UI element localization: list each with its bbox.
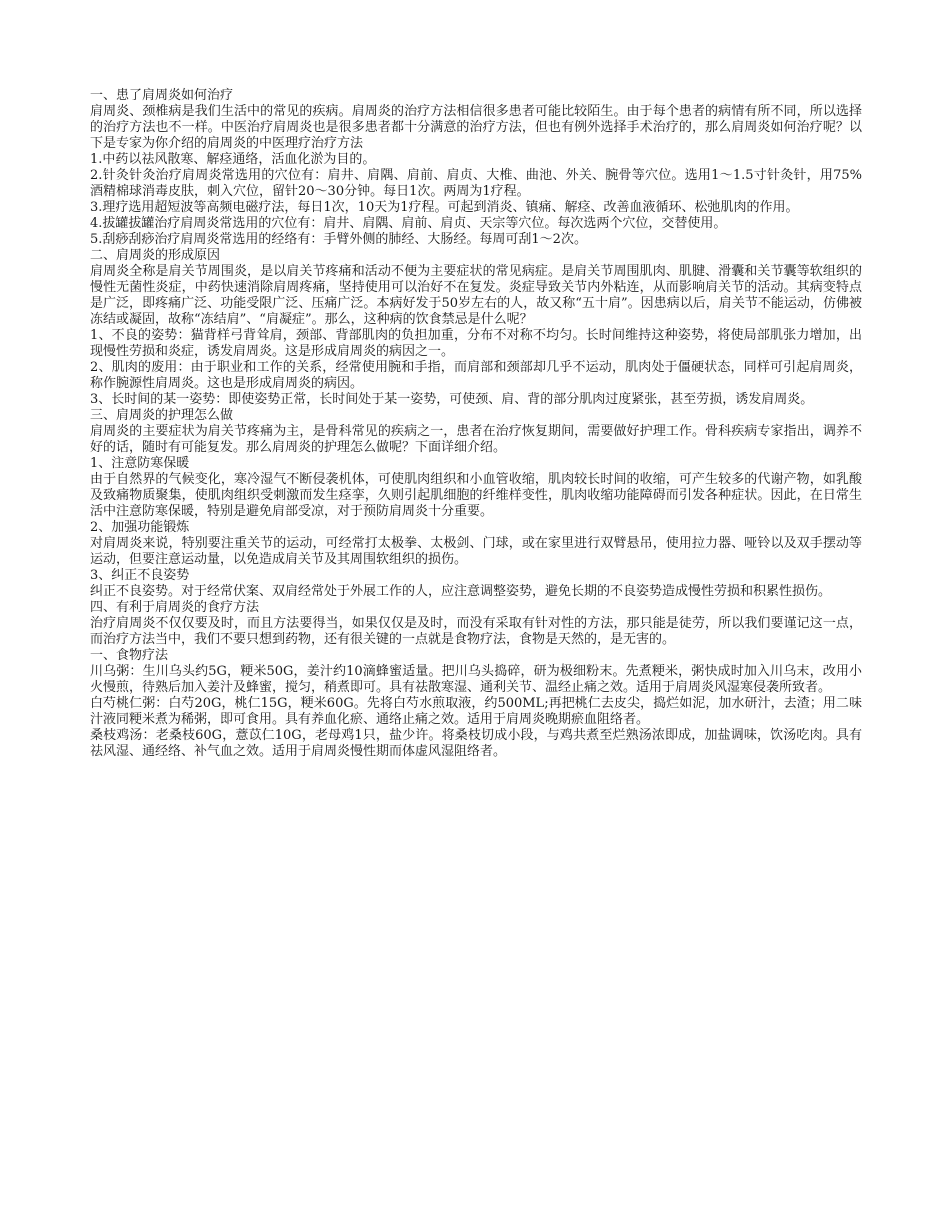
subheading: 3、纠正不良姿势 bbox=[90, 568, 190, 583]
subheading: 一、食物疗法 bbox=[90, 648, 169, 663]
list-item: 1、不良的姿势：猫背样弓背耸肩，颈部、背部肌肉的负担加重，分布不对称不均匀。长时间维持这种姿势，将使局部肌张力增加，出现慢性劳损和炎症，诱发肩周炎。这是形成肩周炎的病因之一。 bbox=[90, 328, 862, 359]
document-body bbox=[90, 88, 862, 760]
section-heading: 三、肩周炎的护理怎么做 bbox=[90, 408, 234, 423]
list-item: 3.理疗选用超短波等高频电磁疗法，每日1次，10天为1疗程。可起到消炎、镇痛、解痉、改善血液循环、松弛肌肉的作用。 bbox=[90, 200, 799, 215]
subheading: 2、加强功能锻炼 bbox=[90, 520, 190, 535]
paragraph: 对肩周炎来说，特别要注重关节的运动，可经常打太极拳、太极剑、门球，或在家里进行双臂悬吊，使用拉力器、哑铃以及双手摆动等运动，但要注意运动量，以免造成肩关节及其周围软组织的损伤。 bbox=[90, 536, 862, 567]
list-item: 3、长时间的某一姿势：即使姿势正常，长时间处于某一姿势，可使颈、肩、背的部分肌肉过度紧张，甚至劳损，诱发肩周炎。 bbox=[90, 392, 814, 407]
list-item: 2、肌肉的废用：由于职业和工作的关系，经常使用腕和手指，而肩部和颈部却几乎不运动，肌肉处于僵硬状态，同样可引起肩周炎，称作腕源性肩周炎。这也是形成肩周炎的病因。 bbox=[90, 360, 862, 391]
recipe-paragraph: 川乌粥：生川乌头约5G，粳米50G，姜汁约10滴蜂蜜适量。把川乌头捣碎，研为极细粉末。先煮粳米，粥快成时加入川乌末，改用小火慢煎，待熟后加入姜汁及蜂蜜，搅匀，稍煮即可。具有祛散寒湿、通利关节、温经止痛之效。适用于肩周炎风湿寒侵袭所致者。 bbox=[90, 664, 862, 695]
recipe-paragraph: 白芍桃仁粥：白芍20G，桃仁15G，粳米60G。先将白芍水煎取液，约500ML;再把桃仁去皮尖，捣烂如泥，加水研汁，去渣；用二味汁液同粳米煮为稀粥，即可食用。具有养血化瘀、通络止痛之效。适用于肩周炎晚期瘀血阻络者。 bbox=[90, 696, 862, 727]
paragraph: 纠正不良姿势。对于经常伏案、双肩经常处于外展工作的人，应注意调整姿势，避免长期的不良姿势造成慢性劳损和积累性损伤。 bbox=[90, 584, 832, 599]
subheading: 1、注意防寒保暖 bbox=[90, 456, 190, 471]
paragraph: 肩周炎全称是肩关节周围炎，是以肩关节疼痛和活动不便为主要症状的常见病症。是肩关节周围肌肉、肌腱、滑囊和关节囊等软组织的慢性无菌性炎症，中药快速消除肩周疼痛，坚持使用可以治好不在复发。炎症导致关节内外粘连，从而影响肩关节的活动。其病变特点是广泛，即疼痛广泛、功能受限广泛、压痛广泛。本病好发于50岁左右的人，故又称“五十肩”。因患病以后，肩关节不能运动，仿佛被冻结或凝固，故称“冻结肩”、“肩凝症”。那么，这种病的饮食禁忌是什么呢？ bbox=[90, 264, 862, 327]
section-heading: 四、有利于肩周炎的食疗方法 bbox=[90, 600, 260, 615]
section-heading: 一、患了肩周炎如何治疗 bbox=[90, 88, 234, 103]
list-item: 2.针灸针灸治疗肩周炎常选用的穴位有：肩井、肩隅、肩前、肩贞、大椎、曲池、外关、腕骨等穴位。选用1～1.5寸针灸针，用75%酒精棉球消毒皮肤，刺入穴位，留针20～30分钟。每日1次。两周为1疗程。 bbox=[90, 168, 862, 199]
list-item: 5.刮痧刮痧治疗肩周炎常选用的经络有：手臂外侧的肺经、大肠经。每周可刮1～2次。 bbox=[90, 232, 587, 247]
paragraph: 肩周炎的主要症状为肩关节疼痛为主，是骨科常见的疾病之一，患者在治疗恢复期间，需要做好护理工作。骨科疾病专家指出，调养不好的话，随时有可能复发。那么肩周炎的护理怎么做呢？下面详细介绍。 bbox=[90, 424, 862, 455]
section-heading: 二、肩周炎的形成原因 bbox=[90, 248, 221, 263]
paragraph: 治疗肩周炎不仅仅要及时，而且方法要得当，如果仅仅是及时，而没有采取有针对性的方法，那只能是徒劳，所以我们要谨记这一点，而治疗方法当中，我们不要只想到药物，还有很关键的一点就是食物疗法，食物是天然的，是无害的。 bbox=[90, 616, 862, 647]
recipe-paragraph: 桑枝鸡汤：老桑枝60G，薏苡仁10G，老母鸡1只，盐少许。将桑枝切成小段，与鸡共煮至烂熟汤浓即成，加盐调味，饮汤吃肉。具有祛风湿、通经络、补气血之效。适用于肩周炎慢性期而体虚风湿阻络者。 bbox=[90, 728, 862, 759]
list-item: 4.拔罐拔罐治疗肩周炎常选用的穴位有：肩井、肩隅、肩前、肩贞、天宗等穴位。每次选两个穴位，交替使用。 bbox=[90, 216, 727, 231]
paragraph: 肩周炎、颈椎病是我们生活中的常见的疾病。肩周炎的治疗方法相信很多患者可能比较陌生。由于每个患者的病情有所不同，所以选择的治疗方法也不一样。中医治疗肩周炎也是很多患者都十分满意的治疗方法，但也有例外选择手术治疗的，那么肩周炎如何治疗呢？以下是专家为你介绍的肩周炎的中医理疗治疗方法 bbox=[90, 104, 862, 151]
paragraph: 由于自然界的气候变化，寒冷湿气不断侵袭机体，可使肌肉组织和小血管收缩，肌肉较长时间的收缩，可产生较多的代谢产物，如乳酸及致痛物质聚集，使肌肉组织受刺激而发生痉挛，久则引起肌细胞的纤维样变性，肌肉收缩功能障碍而引发各种症状。因此，在日常生活中注意防寒保暖，特别是避免肩部受凉，对于预防肩周炎十分重要。 bbox=[90, 472, 862, 519]
list-item: 1.中药以祛风散寒、解痉通络，活血化淤为目的。 bbox=[90, 152, 376, 167]
